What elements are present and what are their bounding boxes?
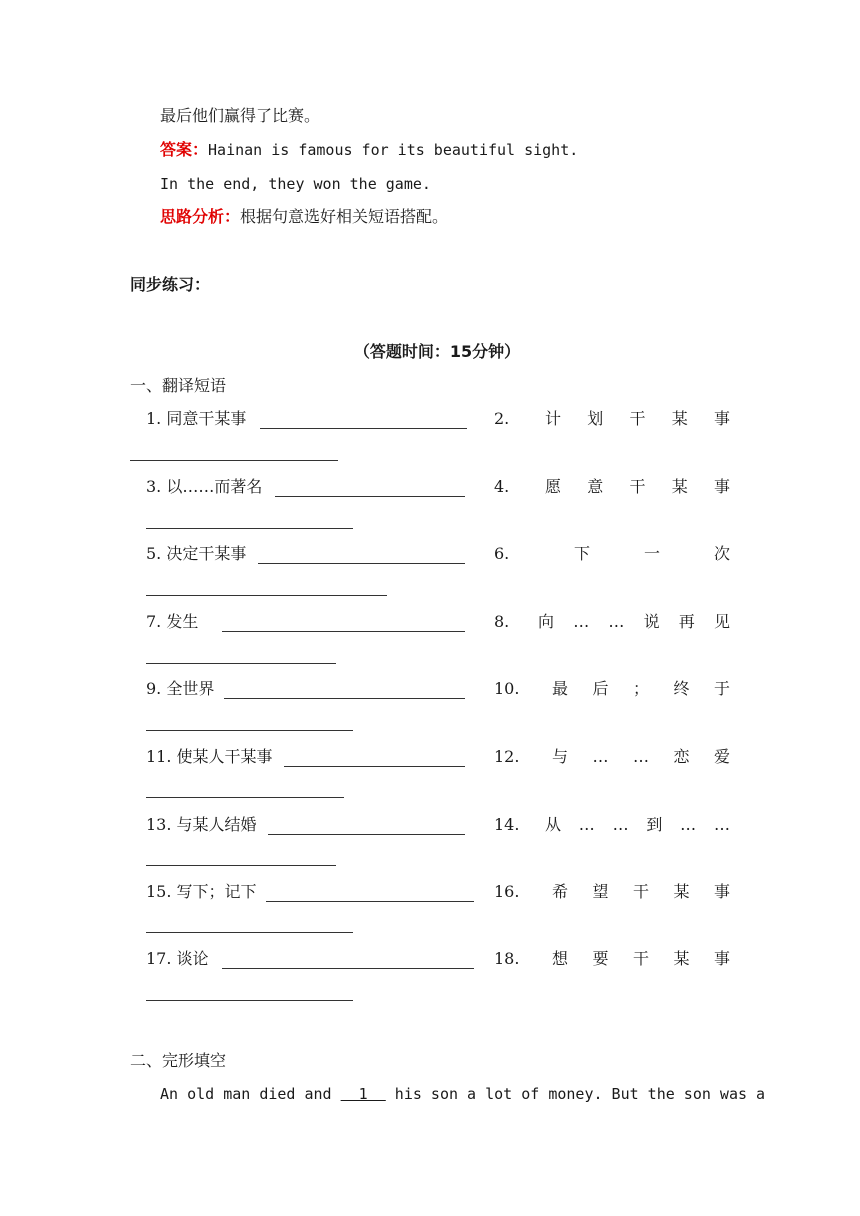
answer-blank-17[interactable] (222, 968, 474, 969)
example-chinese-sentence: 最后他们赢得了比赛。 (160, 106, 321, 125)
answer-blank-15[interactable] (266, 901, 474, 902)
item-8-text: 向 … … 说 再 见 (538, 612, 730, 631)
answer-blank-8[interactable] (146, 663, 336, 664)
item-4-num: 4. (494, 477, 510, 496)
item-15: 15. 写下；记下 (146, 882, 257, 901)
answer-blank-1[interactable] (260, 428, 467, 429)
cloze-text-after: his son a lot of money. But the son was a (385, 1085, 766, 1103)
answer-blank-16[interactable] (146, 932, 353, 933)
answer-blank-13[interactable] (268, 834, 465, 835)
item-12-num: 12. (494, 747, 520, 766)
answer-line-1 (160, 140, 578, 160)
item-2-num: 2. (494, 409, 510, 428)
item-6-num: 6. (494, 544, 510, 563)
item-14-num: 14. (494, 815, 520, 834)
answer-text-1: Hainan is famous for its beautiful sight. (208, 141, 579, 159)
analysis-text: 根据句意选好相关短语搭配。 (240, 207, 449, 226)
item-8-num: 8. (494, 612, 510, 631)
answer-blank-4[interactable] (146, 528, 353, 529)
item-7: 7. 发生 (146, 612, 199, 631)
item-1: 1. 同意干某事 (146, 409, 247, 428)
section1-title: 一、翻译短语 (130, 376, 227, 395)
item-13: 13. 与某人结婚 (146, 815, 257, 834)
answer-blank-14[interactable] (146, 865, 336, 866)
practice-heading: 同步练习： (130, 275, 211, 294)
answer-blank-7[interactable] (222, 631, 465, 632)
analysis-line (160, 207, 448, 227)
item-9: 9. 全世界 (146, 679, 215, 698)
answer-line-2: In the end, they won the game. (160, 175, 431, 193)
analysis-label: 思路分析： (160, 207, 241, 226)
answer-label: 答案： (160, 140, 209, 159)
item-3: 3. 以……而著名 (146, 477, 263, 496)
cloze-blank-1[interactable]: 1 (340, 1085, 386, 1103)
item-6-text: 下 一 次 (574, 544, 730, 563)
item-10-text: 最 后 ； 终 于 (552, 679, 730, 698)
item-14-text: 从 … … 到 … … (545, 815, 730, 834)
answer-blank-11[interactable] (284, 766, 465, 767)
answer-blank-10[interactable] (146, 730, 353, 731)
item-2-text: 计 划 干 某 事 (545, 409, 730, 428)
item-11: 11. 使某人干某事 (146, 747, 273, 766)
item-5: 5. 决定干某事 (146, 544, 247, 563)
item-18-text: 想 要 干 某 事 (552, 949, 730, 968)
time-note: （答题时间：15分钟） (353, 342, 521, 361)
item-4-text: 愿 意 干 某 事 (545, 477, 730, 496)
item-18-num: 18. (494, 949, 520, 968)
item-17: 17. 谈论 (146, 949, 209, 968)
item-16-text: 希 望 干 某 事 (552, 882, 730, 901)
answer-blank-18[interactable] (146, 1000, 353, 1001)
item-16-num: 16. (494, 882, 520, 901)
answer-blank-5[interactable] (258, 563, 465, 564)
cloze-text-before: An old man died and (160, 1085, 341, 1103)
item-10-num: 10. (494, 679, 520, 698)
answer-blank-9[interactable] (224, 698, 465, 699)
answer-blank-6[interactable] (146, 595, 387, 596)
item-12-text: 与 … … 恋 爱 (552, 747, 730, 766)
cloze-passage-line (160, 1084, 765, 1104)
section2-title: 二、完形填空 (130, 1051, 227, 1070)
answer-blank-2[interactable] (130, 460, 338, 461)
answer-blank-12[interactable] (146, 797, 344, 798)
answer-blank-3[interactable] (275, 496, 465, 497)
